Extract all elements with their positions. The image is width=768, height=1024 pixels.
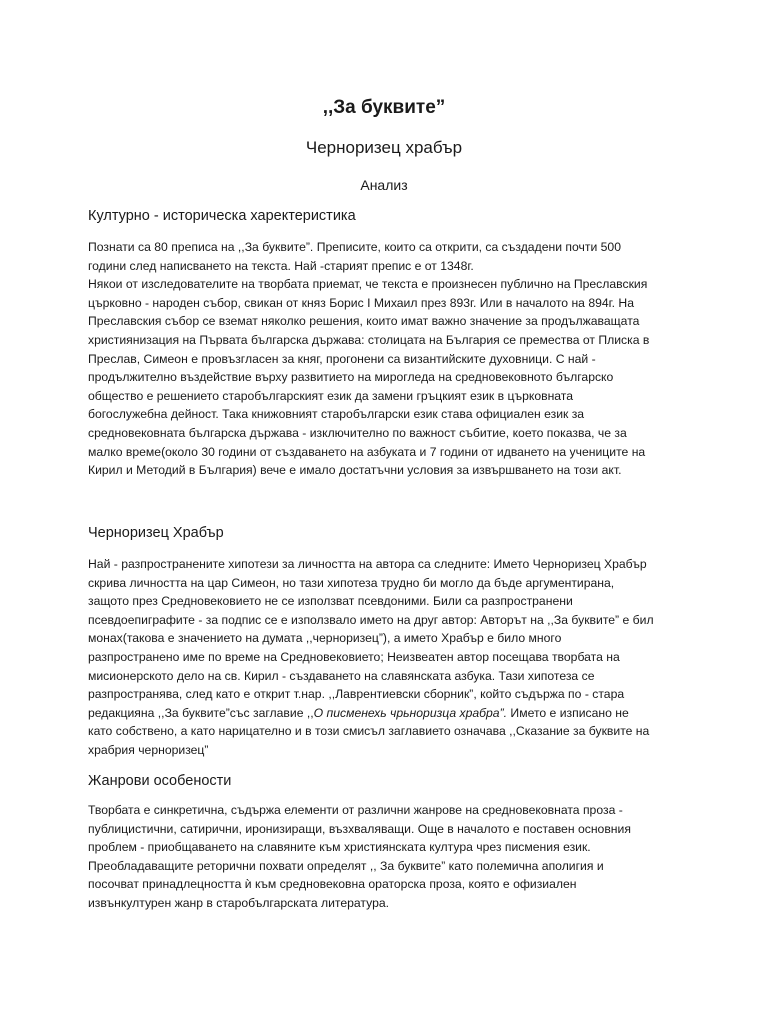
section-paragraph-cultural-history xyxy=(88,238,688,480)
paragraph-line-with-italic-title xyxy=(88,704,688,723)
paragraph-line: защото през Средновековието не се използват псевдоними. Били са разпространени xyxy=(88,594,573,609)
section-heading-cultural-history: Културно - историческа харектеристика xyxy=(88,208,356,224)
italic-title-text: О писменехь чрьноризца храбра”. xyxy=(313,705,508,720)
paragraph-line: средновековната българска държава - изключително по важност събитие, което показва, че за xyxy=(88,425,627,440)
paragraph-line: Най - разпространените хипотези за личността на автора са следните: Името Черноризец Храбър xyxy=(88,557,647,571)
paragraph-line: Преславския събор се вземат няколко решения, които имат важно значение за продължаващата xyxy=(88,314,640,329)
paragraph-line: посочват принадлецността ѝ към средновековна ораторска проза, която е офизиален xyxy=(88,877,577,892)
paragraph-line: като собствено, а като нарицателно и в този смисъл заглавието означава ,,Сказание за буквите на xyxy=(88,724,650,739)
paragraph-line: храбрия черноризец” xyxy=(88,742,209,757)
paragraph-line: Кирил и Методий в България) вече е имало достатъчни условия за извършването на този акт. xyxy=(88,463,622,478)
paragraph-line: Някои от изследователите на творбата приемат, че текста е произнесен публично на Преславския xyxy=(88,277,648,292)
paragraph-line: разпространява, след като е открит т.нар. ,,Лаврентиевски сборник”, който съдържа по - стара xyxy=(88,687,625,702)
paragraph-line: извънкултурен жанр в старобългарската литература. xyxy=(88,895,390,910)
paragraph-line: монах(такова е значението на думата ,,черноризец”), а името Храбър е било много xyxy=(88,631,562,646)
line-text: редакцияна ,,За буквите”със заглавие ,, xyxy=(88,705,314,720)
paragraph-line: псевдоепиграфите - за подпис се е използвало името на друг автор: Авторът на ,,За буквите” е бил xyxy=(88,612,654,627)
line-text: Името е изписано не xyxy=(507,705,629,720)
section-paragraph-author xyxy=(88,555,688,760)
paragraph-line: проблем - приобщаването на славяните към християнската култура чрез писмения език. xyxy=(88,840,591,855)
paragraph-line: продължително въздействие върху развитието на мирогледа на средновековното българско xyxy=(88,370,614,385)
paragraph-line: Преслав, Симеон е провъзгласен за княг, прогонени са византийските духовници. С най - xyxy=(88,351,596,366)
paragraph-line: общество е решението старобългарският език да замени гръцкият език в църковната xyxy=(88,388,574,403)
paragraph-line: християнизация на Първата българска държава: столицата на България се премества от Плиска в xyxy=(88,332,650,347)
paragraph-line: богослужебна дейност. Така книжовният старобългарски език става официален език за xyxy=(88,407,585,422)
section-heading-genre: Жанрови особености xyxy=(88,773,232,789)
document-subtitle: Черноризец храбър xyxy=(305,138,463,157)
section-heading-author: Черноризец Храбър xyxy=(88,525,224,541)
paragraph-line: публицистични, сатирични, иронизиращи, възхваляващи. Още в началото е поставен основния xyxy=(88,821,631,836)
paragraph-line: църковно - народен събор, свикан от княз Борис I Михаил през 893г. Или в началото на 894г. На xyxy=(88,295,634,310)
paragraph-line: малко време(около 30 години от създаването на азбуката и 7 години от идването на учениците на xyxy=(88,444,646,459)
paragraph-line: разпространено име по време на Средновековието; Неизвеатен автор посещава творбата на xyxy=(88,649,620,664)
paragraph-line: Творбата е синкретична, съдържа елементи от различни жанрове на средновековната проза - xyxy=(88,803,623,817)
document-title: ,,За буквите” xyxy=(322,97,446,118)
paragraph-line: Познати са 80 преписа на ,,За буквите”. Преписите, които са открити, са създадени почти 500 xyxy=(88,240,621,254)
analysis-heading: Анализ xyxy=(360,177,408,193)
paragraph-line: скрива личността на цар Симеон, но тази хипотеза трудно би могло да бъде аргументирана, xyxy=(88,575,615,590)
section-paragraph-genre xyxy=(88,801,688,913)
paragraph-line: години след написването на текста. Най -старият препис е от 1348г. xyxy=(88,258,474,273)
paragraph-line: Преобладаващите реторични похвати определят ,, За буквите” като полемична аполигия и xyxy=(88,858,604,873)
paragraph-line: мисионерското дело на св. Кирил - създаването на славянската азбука. Тази хипотеза се xyxy=(88,668,595,683)
